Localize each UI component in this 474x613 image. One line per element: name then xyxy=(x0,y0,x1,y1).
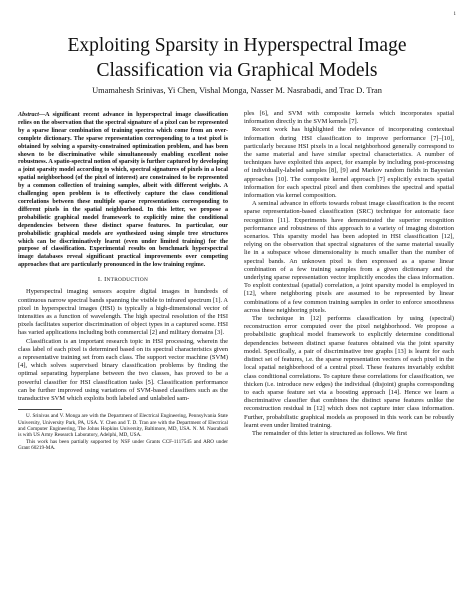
body-paragraph: ples [6], and SVM with composite kernels which incorporates spatial information directly in the SVM kernels [7]. xyxy=(244,110,454,126)
footnote-rule xyxy=(18,409,62,410)
body-paragraph: The technique in [12] performs classification by using (spectral) reconstruction error computed over the pixel neighborhood. We propose a probabilistic graphical model framework to explicitly determine conditional dependencies between distinct sparse features obtained via the joint sparsity model. Specifically, a pair of discriminative tree graphs [13] is learnt for each distinct set of features, i.e. the sparse representation vectors of each pixel in the local spatial neighborhood of a central pixel. These features invariably exhibit class conditional correlations. To capture these correlations for classification, we thicken (i.e. introduce new edges) the individual (disjoint) graphs corresponding to each sparse feature set via a boosting approach [14]. Hence we learn a discriminative classifier that combines the distinct sparse features unlike the reconstruction residual in [12] which does not capture inter class information. Further, probabilistic graphical models as proposed in this work can be robustly learnt even under limited training. xyxy=(244,315,454,429)
left-column xyxy=(18,112,228,452)
body-paragraph: Recent work has highlighted the relevance of incorporating contextual information during HSI classification to improve performance [7]–[10], particularly because HSI pixels in a local neighborhood generally correspond to the same material and have similar spectral characteristics. A number of techniques have exploited this aspect, for example by including post-processing of individually-labeled samples [8], [9] and Markov random fields in Bayesian approaches [10]. The composite kernel approach [7] explicitly extracts spatial information for each spectral pixel and then combines the spectral and spatial information via kernel composition. xyxy=(244,126,454,200)
footnote-funding: This work has been partially supported by NSF under Grants CCF-1117545 and ARO under Grant 60219-MA. xyxy=(18,438,228,452)
body-paragraph: Hyperspectral imaging sensors acquire digital images in hundreds of continuous narrow spectral bands spanning the visible to infrared spectrum [1]. A pixel in hyperspectral images (HSI) is typically a high-dimensional vector of intensities as a function of wavelength. The high spectral resolution of the HSI pixels facilitates superior discrimination of object types in a captured scene. HSI has varied applications including both commercial [2] and military domains [3]. xyxy=(18,288,228,337)
body-paragraph: A seminal advance in efforts towards robust image classification is the recent sparse representation-based classification (SRC) technique for automatic face recognition [11]. Experiments have demonstrated the superior recognition performance and robustness of this approach to a variety of imaging distortion scenarios. This sparsity model has been adopted in HSI classification [12], relying on the observation that spectral signatures of the same material usually lie in a subspace whose dimensionality is much smaller than the number of spectral bands. An unknown pixel is then expressed as a sparse linear combination of a few training samples from a given dictionary and the underlying sparse representation vector implicitly encodes the class information. To exploit contextual (spatial) correlation, a joint sparsity model is employed in [12], where neighboring pixels are assumed to be represented by linear combinations of a few common training samples in order to enforce smoothness across these neighboring pixels. xyxy=(244,200,454,314)
section-heading-introduction xyxy=(18,276,228,284)
section-numeral: I. xyxy=(97,276,103,284)
section-title-rest: NTRODUCTION xyxy=(106,277,149,284)
title-line-1: Exploiting Sparsity in Hyperspectral Image xyxy=(67,35,407,56)
title-line-2: Classification via Graphical Models xyxy=(96,60,378,81)
footnote-affiliations: U. Srinivas and V. Monga are with the Department of Electrical Engineering, Pennsylvania State University, University Park, PA, USA. Y. Chen and T. D. Tran are with the Department of Electrical and Computer Engineering, The Johns Hopkins University, Baltimore, MD, USA. N. M. Nasrabadi is with US Army Research Laboratory, Adelphi, MD, USA. xyxy=(18,413,228,439)
abstract xyxy=(18,112,228,270)
body-paragraph: Classification is an important research topic in HSI processing, wherein the class label of each pixel is determined based on its spectral characteristics given a representative training set from each class. The support vector machine (SVM) [4], which solves supervised binary classification problems by finding the optimal separating hyperplane between the two classes, has proved to be a powerful classifier for HSI classification tasks [5]. Classification performance can be further improved using variations of SVM-based classifiers such as the transductive SVM which exploits both labeled and unlabeled sam- xyxy=(18,337,228,402)
section-first-letter: I xyxy=(104,276,107,284)
body-paragraph: The remainder of this letter is structured as follows. We first xyxy=(252,429,408,437)
author-list: Umamahesh Srinivas, Yi Chen, Vishal Monga, Nasser M. Nasrabadi, and Trac D. Tran xyxy=(92,86,382,95)
right-column xyxy=(244,110,454,438)
abstract-text: —A significant recent advance in hyperspectral image classification relies on the observation that the spectral signature of a pixel can be represented by a sparse linear combination of training spectra which come from an over-complete dictionary. The sparse representation corresponding to a test pixel is obtained by solving a sparsity-constrained optimization problem, and has been shown to be discriminative while simultaneously enabling excellent noise robustness. A spatio-spectral notion of sparsity is further captured by developing a joint sparsity model according to which, spectral signatures of pixels in a local spatial neighborhood (of the pixel of interest) are constrained to be represented by a common collection of training samples, albeit with different weights. A challenging open problem is to effectively capture the class conditional correlations between these multiple sparse representations corresponding to different pixels in the spatial neighborhood. In this letter, we propose a probabilistic graphical model framework to explicitly mine the conditional dependencies between these distinct sparse features. In particular, our probabilistic graphical models are synthesized using simple tree structures which can be discriminatively learnt (even under limited training) for the purpose of classification. Experimental results on benchmark hyperspectral image databases reveal significant practical improvements over competing approaches that are particularly pronounced in the low training regime. xyxy=(18,112,228,269)
page-number: 1 xyxy=(453,12,456,17)
paper-title xyxy=(0,33,474,83)
footnotes xyxy=(18,413,228,451)
abstract-lead: Abstract xyxy=(18,112,39,118)
